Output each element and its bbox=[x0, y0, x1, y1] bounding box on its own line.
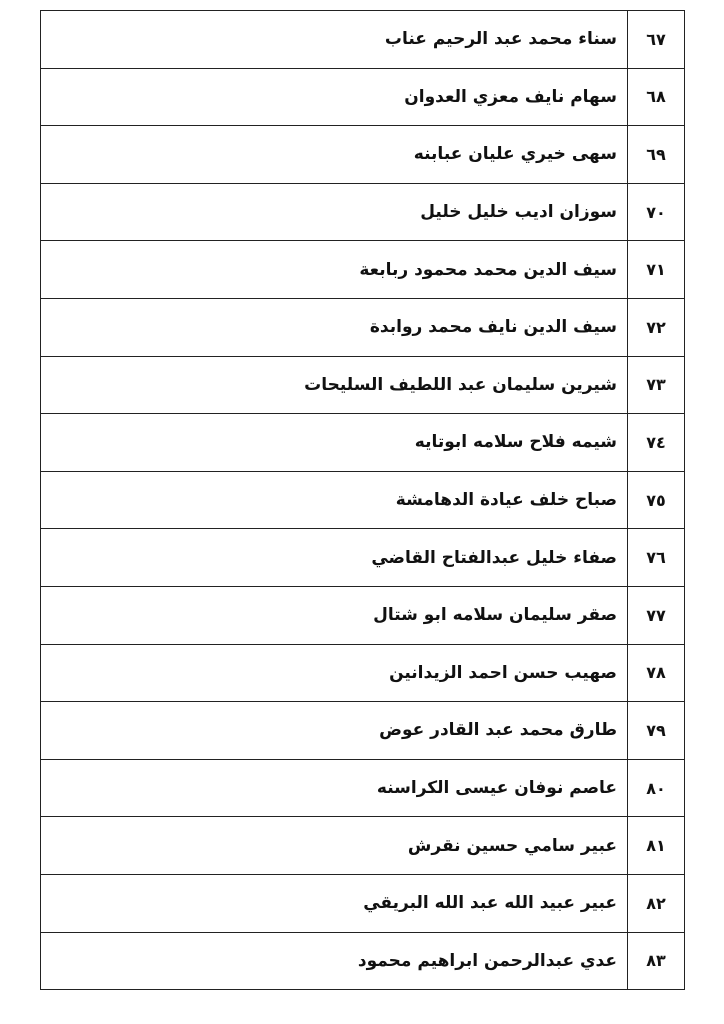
name-cell: سوزان اديب خليل خليل bbox=[420, 202, 617, 223]
table-row bbox=[41, 184, 685, 242]
number-cell: ٧٣ bbox=[627, 357, 685, 414]
name-cell: عبير سامي حسين نقرش bbox=[407, 835, 617, 856]
name-cell: صهيب حسن احمد الزيدانين bbox=[389, 662, 617, 683]
table-row bbox=[41, 69, 685, 127]
table-row bbox=[41, 299, 685, 357]
number-cell: ٧٥ bbox=[627, 472, 685, 529]
number-cell: ٨٢ bbox=[627, 875, 685, 932]
number-cell: ٧٠ bbox=[627, 184, 685, 241]
number-cell: ٦٧ bbox=[627, 11, 685, 68]
number-cell: ٧٧ bbox=[627, 587, 685, 644]
table-row bbox=[41, 702, 685, 760]
name-cell: سهى خيري عليان عبابنه bbox=[413, 144, 617, 165]
number-cell: ٧٨ bbox=[627, 645, 685, 702]
table-row bbox=[41, 875, 685, 933]
table-row bbox=[41, 817, 685, 875]
number-cell: ٧٩ bbox=[627, 702, 685, 759]
number-cell: ٨١ bbox=[627, 817, 685, 874]
name-cell: سناء محمد عبد الرحيم عناب bbox=[384, 29, 617, 50]
name-cell: شيمه فلاح سلامه ابوتايه bbox=[414, 432, 617, 453]
name-cell: صفاء خليل عبدالفتاح القاضي bbox=[371, 547, 617, 568]
name-cell: صباح خلف عيادة الدهامشة bbox=[395, 490, 617, 511]
name-cell: عدي عبدالرحمن ابراهيم محمود bbox=[357, 950, 617, 971]
name-cell: صقر سليمان سلامه ابو شتال bbox=[373, 605, 617, 626]
table-row bbox=[41, 472, 685, 530]
table-row bbox=[41, 645, 685, 703]
name-cell: شيرين سليمان عبد اللطيف السليحات bbox=[304, 374, 617, 395]
table-row bbox=[41, 241, 685, 299]
name-cell: سهام نايف معزي العدوان bbox=[404, 86, 617, 107]
number-cell: ٦٨ bbox=[627, 69, 685, 126]
table-row bbox=[41, 529, 685, 587]
number-cell: ٨٠ bbox=[627, 760, 685, 817]
table-row bbox=[41, 11, 685, 69]
table-row bbox=[41, 587, 685, 645]
number-cell: ٨٣ bbox=[627, 933, 685, 990]
table-row bbox=[41, 760, 685, 818]
table-row bbox=[41, 357, 685, 415]
name-cell: عبير عبيد الله عبد الله البريقي bbox=[363, 893, 617, 914]
name-cell: طارق محمد عبد القادر عوض bbox=[379, 720, 617, 741]
number-cell: ٧٢ bbox=[627, 299, 685, 356]
table-row bbox=[41, 414, 685, 472]
number-cell: ٦٩ bbox=[627, 126, 685, 183]
table-row bbox=[41, 126, 685, 184]
name-cell: سيف الدين نايف محمد روابدة bbox=[369, 317, 617, 338]
number-cell: ٧٤ bbox=[627, 414, 685, 471]
names-table bbox=[40, 10, 685, 990]
name-cell: سيف الدين محمد محمود ربابعة bbox=[359, 259, 617, 280]
number-cell: ٧٦ bbox=[627, 529, 685, 586]
name-cell: عاصم نوفان عيسى الكراسنه bbox=[376, 778, 617, 799]
table-row bbox=[41, 933, 685, 991]
number-cell: ٧١ bbox=[627, 241, 685, 298]
